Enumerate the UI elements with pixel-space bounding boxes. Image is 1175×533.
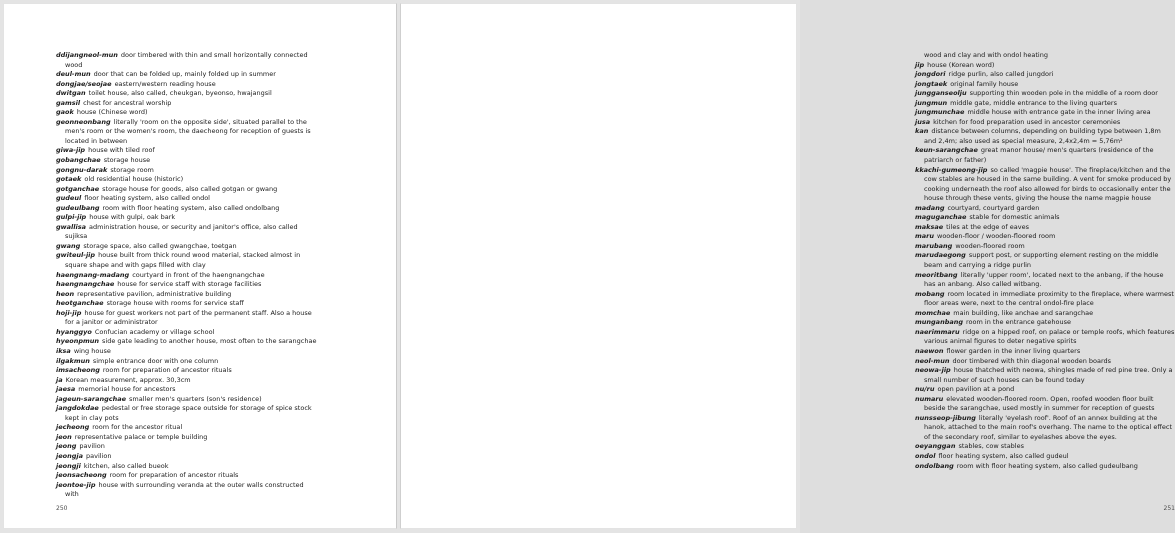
entry-description: house for guest workers not part of the permanent staff. Also a house for a janitor or administrator (65, 308, 312, 327)
glossary-entry (915, 318, 1175, 328)
entry-description: smaller men's quarters (son's residence) (129, 394, 262, 403)
glossary-entry (915, 309, 1175, 319)
entry-term: jongdori (915, 70, 946, 79)
glossary-entry (56, 51, 319, 70)
glossary-entry (56, 395, 319, 405)
glossary-entry (56, 70, 319, 80)
entry-description: chest for ancestral worship (83, 98, 172, 107)
glossary-entry (56, 452, 319, 462)
glossary-entry (915, 146, 1175, 165)
entry-description: main building, like anchae and sarangchae (953, 308, 1094, 317)
glossary-entry (56, 166, 319, 176)
entry-description: house for service staff with storage facilities (117, 280, 262, 289)
entry-term: jeong (56, 442, 77, 451)
entry-description: kitchen, also called bueok (83, 461, 169, 470)
entry-description: house with tiled roof (88, 146, 155, 155)
glossary-entry (915, 242, 1175, 252)
entry-term: jungmunchae (915, 108, 965, 117)
entry-term: ilgakmun (56, 356, 90, 365)
glossary-entry (56, 194, 319, 204)
entry-description: literally 'eyelash roof'. Roof of an annex building at the hanok, attached to the main roof's overhang. The name to the optical effect of the secondary roof, similar to eyelashes above the eyes. (924, 413, 1173, 441)
entry-term: jeongji (56, 461, 81, 470)
glossary-entry (915, 414, 1175, 443)
entry-term: gotaek (56, 175, 82, 184)
entry-description: ridge purlin, also called jungdori (948, 70, 1054, 79)
glossary-entry (56, 423, 319, 433)
entry-term: jeongja (56, 451, 83, 460)
glossary-entry (56, 80, 319, 90)
glossary-entry (56, 442, 319, 452)
entry-term: maru (915, 232, 934, 241)
entry-description: literally 'upper room', located next to the anbang, if the house has an anbang. Also called witbang. (924, 270, 1164, 289)
entry-term: gongnu-darak (56, 165, 108, 174)
glossary-entry (915, 223, 1175, 233)
entry-term: iksa (56, 346, 71, 355)
glossary-entry (56, 433, 319, 443)
entry-description: room for the ancestor ritual (92, 423, 183, 432)
glossary-entry (915, 108, 1175, 118)
glossary-entry (56, 337, 319, 347)
glossary-entry (56, 223, 319, 242)
entry-description: eastern/western reading house (114, 79, 216, 88)
entry-term: hoji-jip (56, 308, 82, 317)
entry-description: pavilion (79, 442, 105, 451)
entry-term: jecheong (56, 423, 90, 432)
entry-description: house thatched with neowa, shingles made of red pine tree. Only a small number of such houses can be found today (924, 366, 1173, 384)
entry-description: representative pavilion, administrative building (77, 289, 232, 298)
glossary-entry (915, 51, 1175, 61)
glossary-entry (56, 385, 319, 395)
glossary-entry (915, 442, 1175, 452)
entry-description: house built from thick round wood material, stacked almost in square shape and with gaps filled with clay (65, 251, 301, 270)
glossary-entry (56, 462, 319, 472)
glossary-column-right (915, 51, 1175, 471)
entry-term: maguganchae (915, 213, 967, 222)
entry-term: jeon (56, 432, 72, 441)
entry-description: door timbered with thin and small horizontally connected wood (65, 51, 308, 69)
glossary-entry (56, 185, 319, 195)
entry-term: heotganchae (56, 299, 104, 308)
entry-term: gwallisa (56, 222, 86, 231)
glossary-entry (56, 357, 319, 367)
entry-term: ddijangneol-mun (56, 51, 118, 59)
entry-description: wing house (73, 346, 111, 355)
entry-term: hyeonpmun (56, 337, 100, 346)
glossary-entry (915, 347, 1175, 357)
entry-description: kitchen for food preparation used in ancestor ceremonies (933, 117, 1121, 126)
entry-description: house with surrounding veranda at the outer walls constructed with (65, 480, 304, 499)
entry-term: neol-mun (915, 356, 950, 365)
glossary-entry (56, 175, 319, 185)
entry-description: pavilion (86, 451, 112, 460)
glossary-entry (56, 89, 319, 99)
entry-description: literally 'room on the opposite side', situated parallel to the men's room or the women's room, the daecheong for reception of guests is located in between (65, 117, 311, 145)
entry-term: haengnang-madang (56, 270, 130, 279)
glossary-entry (915, 166, 1175, 204)
entry-description: original family house (950, 79, 1019, 88)
glossary-entry (56, 404, 319, 423)
entry-term: jeontoe-jip (56, 480, 96, 489)
entry-description: open pavilion at a pond (937, 385, 1015, 394)
entry-description: memorial house for ancestors (78, 385, 176, 394)
glossary-entry (915, 70, 1175, 80)
entry-description: room located in immediate proximity to the fireplace, where warmest floor areas were, next to the central ondol-fire place (924, 289, 1174, 308)
entry-description: house with gulpi, oak bark (89, 213, 176, 222)
glossary-entry (915, 462, 1175, 472)
glossary-entry (915, 204, 1175, 214)
glossary-entry (56, 481, 319, 500)
entry-description: room for preparation of ancestor rituals (109, 471, 239, 480)
glossary-entry (915, 232, 1175, 242)
entry-description: Korean measurement, approx. 30,3cm (65, 375, 191, 384)
entry-term: dongjae/seojae (56, 79, 112, 88)
entry-term: imsacheong (56, 366, 100, 375)
entry-term: jongtaek (915, 79, 948, 88)
entry-description: floor heating system, also called gudeul (938, 451, 1069, 460)
entry-term: neowa-jip (915, 366, 951, 375)
entry-description: house (Korean word) (927, 60, 995, 69)
entry-description: wooden-floored room (955, 241, 1025, 250)
glossary-entry (915, 213, 1175, 223)
entry-description: elevated wooden-floored room. Open, roofed wooden floor built beside the sarangchae, used mostly in summer for reception of guests (924, 394, 1155, 413)
glossary-entry (56, 280, 319, 290)
entry-description: courtyard, courtyard garden (947, 203, 1040, 212)
glossary-entry (915, 395, 1175, 414)
entry-term: gamsil (56, 98, 81, 107)
entry-term: naewon (915, 346, 944, 355)
entry-term: gaok (56, 108, 74, 117)
entry-term: numaru (915, 394, 944, 403)
entry-description: simple entrance door with one column (92, 356, 219, 365)
glossary-entry (56, 347, 319, 357)
entry-term: madang (915, 203, 945, 212)
entry-term: munganbang (915, 318, 964, 327)
entry-description: storage house for goods, also called gotgan or gwang (102, 184, 278, 193)
entry-description: wooden-floor / wooden-floored room (937, 232, 1056, 241)
glossary-entry (915, 357, 1175, 367)
glossary-entry (915, 271, 1175, 290)
entry-term: jeonsacheong (56, 471, 107, 480)
glossary-entry (56, 156, 319, 166)
page-left (3, 3, 397, 529)
entry-description: middle house with entrance gate in the inner living area (967, 108, 1151, 117)
entry-term: gulpi-jip (56, 213, 87, 222)
entry-description: stables, cow stables (958, 442, 1024, 451)
entry-description: storage room (110, 165, 154, 174)
glossary-entry (56, 99, 319, 109)
glossary-entry (915, 127, 1175, 146)
entry-term: gwang (56, 241, 81, 250)
entry-description: storage house (103, 156, 151, 165)
entry-term: marubang (915, 241, 953, 250)
entry-term: jusa (915, 117, 931, 126)
entry-term: gobangchae (56, 156, 101, 165)
entry-description: administration house, or security and janitor's office, also called sujiksa (65, 222, 298, 241)
entry-term: marudaegong (915, 251, 966, 260)
entry-description: representative palace or temple building (74, 432, 208, 441)
entry-description: Confucian academy or village school (94, 327, 215, 336)
glossary-entry (56, 108, 319, 118)
glossary-entry (915, 328, 1175, 347)
entry-description: room for preparation of ancestor rituals (102, 366, 232, 375)
entry-description: pedestal or free storage space outside for storage of spice stock kept in clay pots (65, 404, 312, 422)
entry-term: oeyanggan (915, 442, 956, 451)
page-right (400, 3, 1175, 529)
glossary-entry (56, 328, 319, 338)
entry-term: ja (56, 375, 63, 384)
entry-description: room in the entrance gatehouse (966, 318, 1071, 327)
entry-description: stable for domestic animals (969, 213, 1060, 222)
entry-term: gudeul (56, 194, 82, 203)
glossary-entry (56, 204, 319, 214)
entry-description: ridge on a hipped roof, on palace or temple roofs, which features various animal figures to deter negative spirits (924, 327, 1175, 346)
glossary-entry (915, 61, 1175, 71)
entry-description: supporting thin wooden pole in the middle of a room door (969, 89, 1158, 98)
entry-description: side gate leading to another house, most often to the sarangchae (102, 337, 317, 346)
entry-term: naerimmaru (915, 327, 960, 336)
glossary-entry (56, 309, 319, 328)
glossary-entry (56, 299, 319, 309)
entry-term: jungganseolju (915, 89, 967, 98)
entry-term: momchae (915, 308, 951, 317)
entry-term: ondolbang (915, 461, 954, 470)
glossary-entry (56, 242, 319, 252)
entry-term: ondol (915, 451, 936, 460)
entry-description: wood and clay and with ondol heating (924, 51, 1048, 59)
entry-description: toilet house, also called, cheukgan, byeonso, hwajangsil (88, 89, 272, 98)
entry-term: kkachi-gumeong-jip (915, 165, 988, 174)
entry-term: kan (915, 127, 929, 136)
entry-description: great manor house/ men's quarters (residence of the patriarch or father) (924, 146, 1154, 165)
entry-description: courtyard in front of the haengnangchae (132, 270, 265, 279)
glossary-entry (915, 290, 1175, 309)
entry-description: tiles at the edge of eaves (946, 222, 1029, 231)
entry-term: jip (915, 60, 925, 69)
entry-term: jangdokdae (56, 404, 99, 413)
glossary-entry (915, 366, 1175, 385)
page-number-left: 250 (56, 505, 68, 512)
glossary-entry (915, 89, 1175, 99)
entry-term: gwiteul-jip (56, 251, 96, 260)
glossary-entry (915, 99, 1175, 109)
glossary-entry (56, 118, 319, 147)
entry-description: room with floor heating system, also called gudeulbang (956, 461, 1138, 470)
entry-term: mobang (915, 289, 945, 298)
entry-term: jungmun (915, 98, 948, 107)
glossary-entry (56, 251, 319, 270)
glossary-column-left (56, 51, 319, 500)
entry-description: storage house with rooms for service staff (106, 299, 244, 308)
glossary-entry (915, 452, 1175, 462)
entry-term: maksae (915, 222, 944, 231)
entry-term: meoritbang (915, 270, 958, 279)
glossary-entry (56, 290, 319, 300)
entry-description: old residential house (historic) (84, 175, 184, 184)
entry-description: flower garden in the inner living quarters (946, 346, 1081, 355)
entry-term: dwitgan (56, 89, 86, 98)
entry-description: floor heating system, also called ondol (84, 194, 210, 203)
glossary-entry (56, 471, 319, 481)
glossary-entry (56, 271, 319, 281)
glossary-entry (56, 376, 319, 386)
glossary-entry (56, 213, 319, 223)
entry-description: door timbered with thin diagonal wooden boards (952, 356, 1112, 365)
entry-term: giwa-jip (56, 146, 86, 155)
glossary-entry (915, 385, 1175, 395)
entry-term: nu/ru (915, 385, 935, 394)
glossary-entry (56, 366, 319, 376)
entry-description: storage space, also called gwangchae, toetgan (83, 241, 237, 250)
entry-term: deul-mun (56, 70, 91, 79)
glossary-entry (915, 251, 1175, 270)
entry-term: nunsseop-jibung (915, 413, 976, 422)
entry-term: gudeulbang (56, 203, 100, 212)
entry-term: geonneonbang (56, 117, 111, 126)
glossary-entry (56, 146, 319, 156)
entry-term: jageun-sarangchae (56, 394, 127, 403)
entry-term: hyanggyo (56, 327, 92, 336)
entry-description: so called 'magpie house'. The fireplace/kitchen and the cow stables are housed in the same building. A vent for smoke produced by cooking underneath the roof also allowed for birds to occasionally enter the house through these vents, giving the house the name magpie house (924, 165, 1172, 203)
entry-description: distance between columns, depending on building type between 1,8m and 2,4m; also used as special measure, 2,4x2,4m = 5,76m² (924, 127, 1161, 145)
entry-term: haengnangchae (56, 280, 115, 289)
glossary-entry (915, 118, 1175, 128)
entry-description: door that can be folded up, mainly folded up in summer (93, 70, 276, 79)
entry-description: support post, or supporting element resting on the middle beam and carrying a ridge purlin (924, 251, 1159, 270)
entry-description: room with floor heating system, also called ondolbang (102, 203, 280, 212)
glossary-entry (915, 80, 1175, 90)
entry-term: keun-sarangchae (915, 146, 978, 155)
entry-term: jaesa (56, 385, 76, 394)
entry-description: house (Chinese word) (76, 108, 148, 117)
entry-description: middle gate, middle entrance to the living quarters (950, 98, 1117, 107)
page-number-right: 251 (1163, 505, 1175, 512)
entry-term: heon (56, 289, 75, 298)
entry-term: gotganchae (56, 184, 100, 193)
